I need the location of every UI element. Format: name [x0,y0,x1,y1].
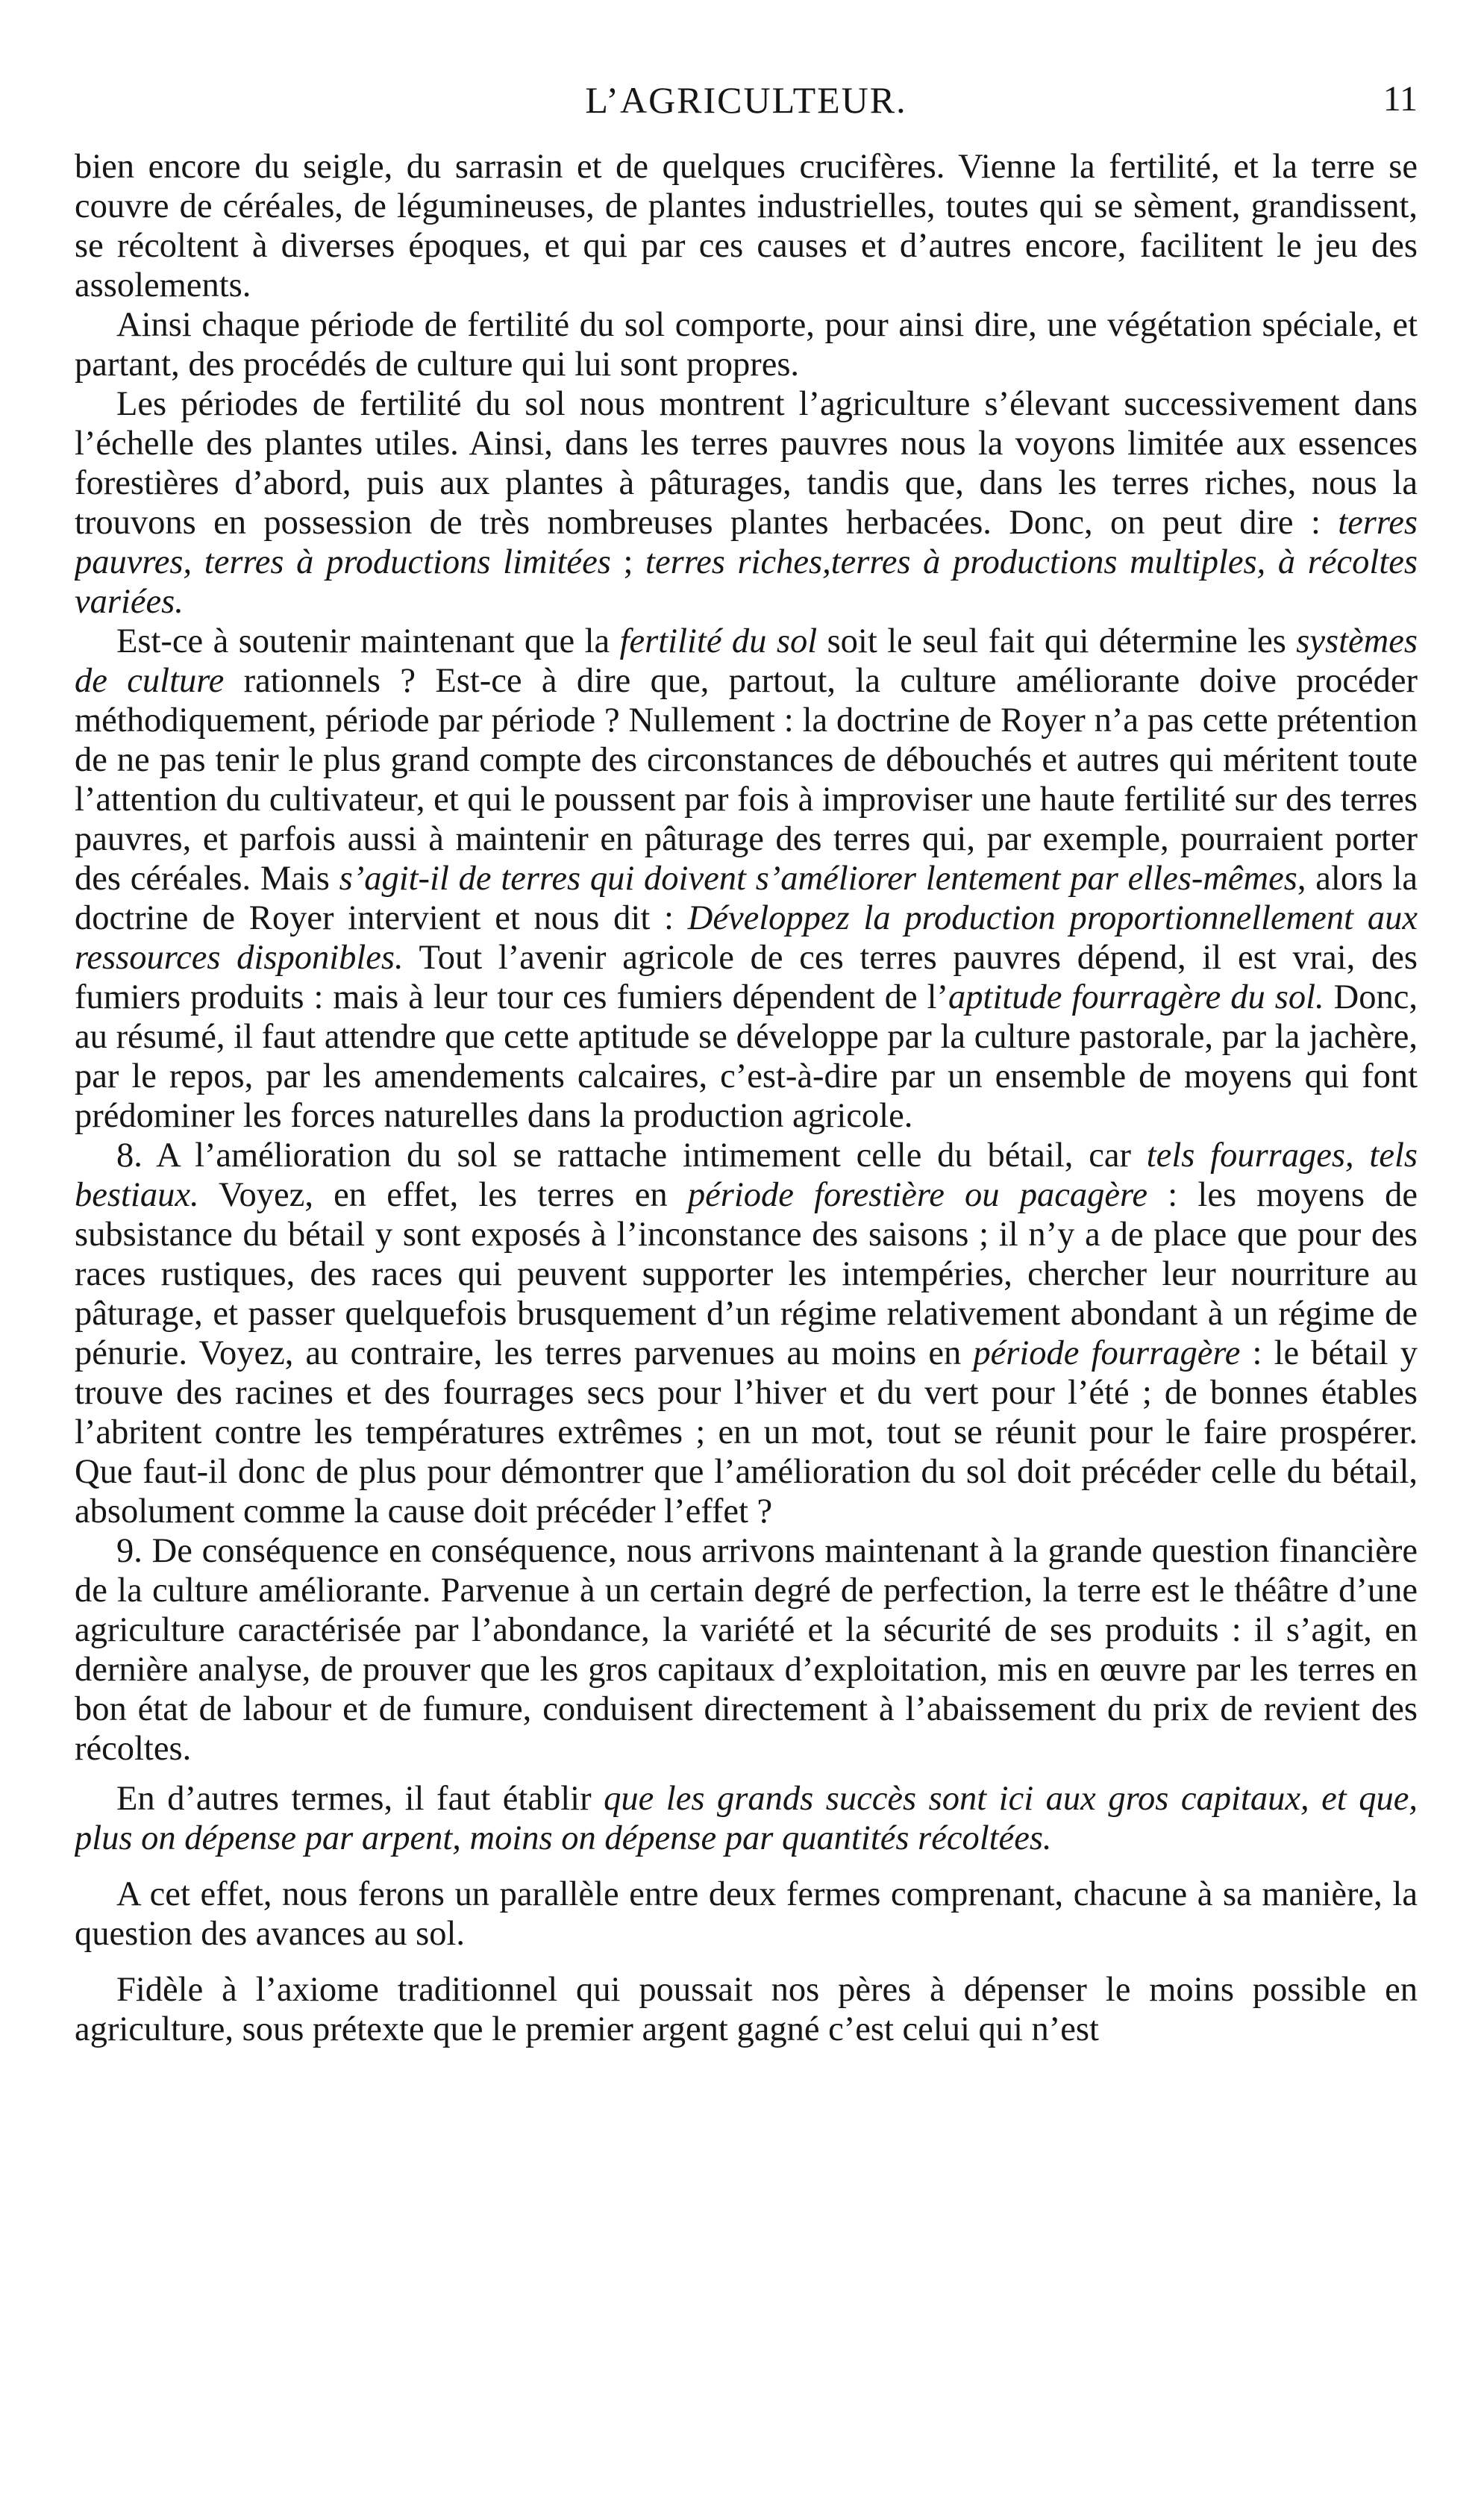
text-run: En d’autres termes, il faut établir [116,1780,604,1818]
text-run: 8. A l’amélioration du sol se rattache intimement celle du bétail, car [116,1136,1147,1175]
page-header [75,71,1418,138]
text-run: Donc, au résumé, il faut attendre que cette aptitude se développe par la culture pastorale, par la jachère, par le repos, par les amendements calcaires, c’est-à-dire par un ensemble de moyens qui font prédominer les forces naturelles dans la production agricole. [75,978,1418,1135]
paragraph [75,384,1418,622]
text-run: Ainsi chaque période de fertilité du sol comporte, pour ainsi dire, une végétation spéciale, et partant, des procédés de culture qui lui sont propres. [75,306,1418,384]
text-run: bien encore du seigle, du sarrasin et de quelques crucifères. Vienne la fertilité, et la terre se couvre de céréales, de légumineuses, de plantes industrielles, toutes qui se sèment, grandissent, se récoltent à diverses époques, et qui par ces causes et d’autres encore, facilitent le jeu des assolements. [75,148,1418,304]
italic-text: s’agit-il de terres qui doivent s’améliorer lentement par elles-mêmes [339,860,1297,898]
body-text [75,147,1418,2049]
italic-text: systèmes de culture [75,622,1418,700]
text-run: 9. De conséquence en conséquence, nous arrivons maintenant à la grande question financière de la culture améliorante. Parvenue à un certain degré de perfection, la terre est le théâtre d’une agriculture caractérisée par l’abondance, la variété et la sécurité de ses produits : il s’agit, en dernière analyse, de prouver que les gros capitaux d’exploitation, mis en œuvre par les terres en bon état de labour et de fumure, conduisent directement à l’abaissement du prix de revient des récoltes. [75,1532,1418,1768]
text-run: Est-ce à soutenir maintenant que la [116,622,620,660]
italic-text: aptitude fourragère du sol. [948,978,1324,1016]
paragraph [75,1779,1418,1858]
text-run: : les moyens de subsistance du bétail y sont exposés à l’inconstance des saisons ; il n’y a de place que pour des races rustiques, des races qui peuvent supporter les intempéries, chercher leur nourriture au pâturage, et passer quelquefois brusquement d’un régime relativement abondant à un régime de pénurie. Voyez, au contraire, les terres parvenues au moins en [75,1176,1418,1372]
text-run: Voyez, en effet, les terres en [198,1176,688,1214]
text-run: ; [610,543,646,581]
italic-text: tels fourrages, tels bestiaux. [75,1136,1418,1214]
italic-text: Développez la production proportionnellement aux ressources disponibles. [75,899,1418,977]
text-run: Les périodes de fertilité du sol nous montrent l’agriculture s’élevant successivement dans l’échelle des plantes utiles. Ainsi, dans les terres pauvres nous la voyons limitée aux essences forestières d’abord, puis aux plantes à pâturages, tandis que, dans les terres riches, nous la trouvons en possession de très nombreuses plantes herbacées. Donc, on peut dire : [75,385,1418,542]
document-page [75,71,1418,2489]
italic-text: période forestière ou pacagère [687,1176,1148,1214]
italic-text: terres riches,terres à productions multiples, à récoltes variées. [75,543,1418,621]
text-run: Fidèle à l’axiome traditionnel qui poussait nos pères à dépenser le moins possible en agriculture, sous prétexte que le premier argent gagné c’est celui qui n’est [75,1971,1418,2048]
text-run: soit le seul fait qui détermine les [817,622,1297,660]
paragraph [75,1875,1418,1954]
paragraph [75,622,1418,1136]
paragraph [75,1136,1418,1531]
paragraph [75,147,1418,305]
italic-text: que les grands succès sont ici aux gros capitaux, et que, plus on dépense par arpent, moins on dépense par quantités récoltées. [75,1780,1418,1857]
text-run: Tout l’avenir agricole de ces terres pauvres dépend, il est vrai, des fumiers produits : mais à leur tour ces fumiers dépendent de l’ [75,939,1418,1016]
paragraph [75,305,1418,384]
text-run: rationnels ? Est-ce à dire que, partout, la culture améliorante doive procéder méthodiquement, période par période ? Nullement : la doctrine de Royer n’a pas cette prétention de ne pas tenir le plus grand compte des circonstances de débouchés et autres qui méritent toute l’attention du cultivateur, et qui le poussent par fois à improviser une haute fertilité sur des terres pauvres, et parfois aussi à maintenir en pâturage des terres qui, par exemple, pourraient porter des céréales. Mais [75,662,1418,898]
paragraph [75,1531,1418,1769]
italic-text: période fourragère [973,1334,1241,1372]
text-run: , alors la doctrine de Royer intervient et nous dit : [75,860,1418,937]
paragraph [75,1970,1418,2049]
italic-text: terres pauvres, terres à productions limitées [75,504,1418,581]
text-run: : le bétail y trouve des racines et des fourrages secs pour l’hiver et du vert pour l’été ; de bonnes étables l’abritent contre les températures extrêmes ; en un mot, tout se réunit pour le faire prospérer. Que faut-il donc de plus pour démontrer que l’amélioration du sol doit précéder celle du bétail, absolument comme la cause doit précéder l’effet ? [75,1334,1418,1531]
page-number: 11 [1383,79,1418,119]
italic-text: fertilité du sol [619,622,818,660]
text-run: A cet effet, nous ferons un parallèle entre deux fermes comprenant, chacune à sa manière, la question des avances au sol. [75,1875,1418,1953]
running-title: L’AGRICULTEUR. [585,79,907,121]
